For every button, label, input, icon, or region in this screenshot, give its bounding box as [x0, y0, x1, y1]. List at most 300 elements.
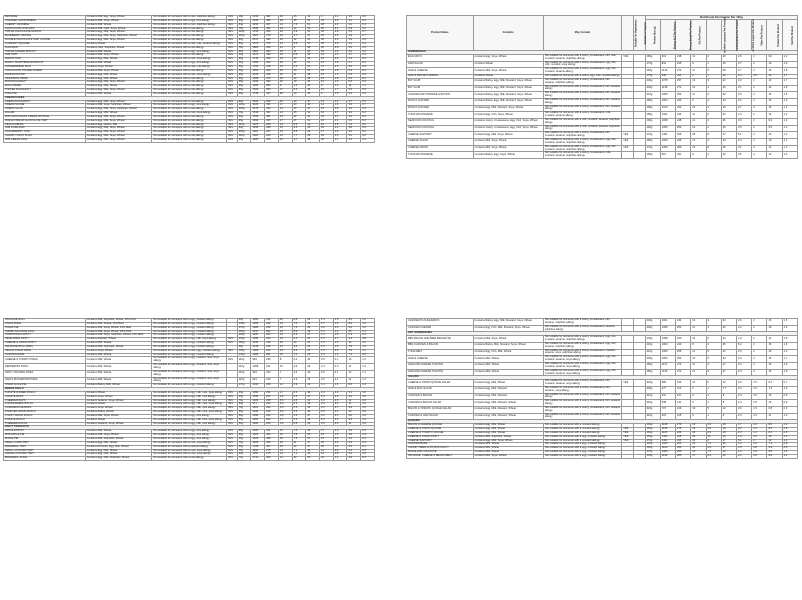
nutrient-value-cell: 249 [265, 384, 279, 388]
may-contain-cell: Not suitable for someone with a nuts allergy [152, 54, 226, 58]
nutrient-value-cell: 1.3 [320, 353, 334, 357]
nutrient-value-cell: 22 [721, 349, 736, 356]
nutrient-value-cell: 3.1 [347, 135, 361, 139]
nutrient-value-cell: 252 [265, 391, 279, 395]
vegan-cell [633, 54, 645, 61]
may-contain-cell: Not suitable for someone with a nuts allergy [152, 115, 226, 119]
nutrient-value-cell: 1.7 [320, 322, 334, 326]
nutrient-value-cell: 0.8 [361, 353, 375, 357]
nutrient-value-cell: 0.8 [782, 428, 797, 432]
nutrient-value-cell: 1.9 [736, 336, 751, 343]
nutrient-value-cell: 1.4 [333, 457, 347, 461]
nutrient-value-cell: 230g [645, 85, 660, 92]
nutrient-value-cell: 200g [645, 325, 660, 332]
table-row [407, 78, 798, 85]
nutrient-value-cell: 1.8 [333, 77, 347, 81]
vegan-cell [633, 78, 645, 85]
nutrient-value-cell: 24 [721, 98, 736, 105]
contains-cell: Contains Barley, Egg, Milk, Mustard, Soya, Wheat [473, 98, 543, 105]
nutrient-value-cell: 10 [292, 77, 306, 81]
nutrient-value-cell: 1021 [251, 407, 265, 411]
nutrient-value-cell: 1.0 [361, 384, 375, 388]
nutrient-value-cell: 14 [691, 447, 706, 451]
nutrient-value-cell: 971 [251, 403, 265, 407]
nutrient-value-cell: 16 [767, 349, 782, 356]
contains-cell: Contains Egg, Milk, Soya, Wheat [85, 81, 152, 85]
nutrient-value-cell: 6 [706, 362, 721, 369]
nutrient-value-cell: 2 [706, 152, 721, 159]
may-contain-cell: Not suitable for someone with a nuts, soya allergy [152, 73, 226, 77]
nutrient-value-cell: 1.0 [361, 414, 375, 418]
nutrient-value-cell: 0.3 [361, 449, 375, 453]
nutrient-value-cell: 1.3 [736, 443, 751, 447]
nutrient-value-cell: 9.3 [347, 407, 361, 411]
nutrition-table-sandwiches [406, 15, 798, 287]
nutrient-value-cell: 19 [691, 424, 706, 428]
vegetarian-cell: YES [226, 411, 237, 415]
nutrient-value-cell: 2.4 [320, 418, 334, 422]
nutrient-value-cell: 5.5 [347, 89, 361, 93]
nutrient-value-cell: 1 [706, 413, 721, 420]
nutrient-value-cell: 1.0 [361, 407, 375, 411]
nutrient-value-cell: 11 [691, 68, 706, 75]
nutrient-value-cell: 495 [265, 39, 279, 43]
nutrient-value-cell: 17 [320, 131, 334, 135]
nutrient-value-cell: 46 [306, 89, 320, 93]
nutrient-value-cell: 1118 [251, 131, 265, 135]
nutrient-value-cell: 2.5 [333, 65, 347, 69]
vegetarian-cell [226, 364, 237, 371]
nutrient-value-cell: 1573 [251, 42, 265, 46]
nutrient-value-cell: 11 [292, 50, 306, 54]
nutrient-value-cell: 2.1 [333, 414, 347, 418]
nutrient-value-cell: 244 [676, 319, 691, 326]
nutrient-value-cell: 0.4 [361, 127, 375, 131]
nutrient-value-cell: 0.8 [333, 123, 347, 127]
nutrient-value-cell: 140g [237, 349, 251, 353]
contains-cell: Contains Milk, Soya, Sulphites, Wheat [85, 104, 152, 108]
product-name-cell: SAUSAGE ROLL (MINI) [4, 345, 86, 349]
nutrient-value-cell: 0.3 [361, 430, 375, 434]
nutrient-value-cell: 28 [278, 92, 292, 96]
nutrient-value-cell: 6 [691, 386, 706, 393]
nutrient-value-cell: 933 [251, 370, 265, 377]
nutrient-value-cell: 16 [292, 19, 306, 23]
nutrient-value-cell: 20 [320, 441, 334, 445]
nutrient-value-cell: 180g [645, 54, 660, 61]
vegetarian-cell: YES [226, 108, 237, 112]
nutrient-value-cell: 160g [645, 424, 660, 428]
contains-cell: Contains Milk, Soya, Wheat [473, 454, 543, 458]
contains-cell: Contains Soya, Wheat [85, 349, 152, 353]
contains-cell: Contains Egg, Milk, Soya, Wheat [85, 115, 152, 119]
vegetarian-cell: YES [226, 135, 237, 139]
nutrient-value-cell: 20 [278, 342, 292, 346]
nutrient-value-cell: 24 [278, 58, 292, 62]
nutrient-value-cell: 5.1 [736, 132, 751, 139]
contains-cell: Contains Wheat [85, 42, 152, 46]
nutrient-value-cell: 9 [292, 46, 306, 50]
nutrient-value-cell: 1.2 [752, 443, 767, 447]
nutrient-value-cell: 22 [721, 92, 736, 99]
nutrient-value-cell: 30 [320, 115, 334, 119]
nutrient-value-cell: 10 [767, 393, 782, 400]
product-name-cell: CARAMEL SHORTBREAD [4, 19, 86, 23]
nutrient-value-cell: 6.6 [347, 77, 361, 81]
contains-cell: Contains Soya, Wheat [85, 395, 152, 399]
contains-cell: Contains Egg, Milk, Wheat [85, 73, 152, 77]
contains-cell: Contains Milk, Soya, Wheat [473, 68, 543, 75]
product-name-cell: STRAWBERRY TART [4, 131, 86, 135]
may-contain-cell: Not suitable for someone with a nuts, soya allergy [152, 453, 226, 457]
nutrient-value-cell: 1.1 [333, 16, 347, 20]
nutrient-value-cell: 1021 [660, 319, 675, 326]
contains-cell: Contains Egg, Milk, Mustard [473, 386, 543, 393]
nutrient-value-cell: 1519 [251, 112, 265, 116]
nutrient-value-cell: 1306 [251, 319, 265, 323]
nutrient-value-cell: 29 [278, 16, 292, 20]
nutrient-value-cell: 190g [645, 125, 660, 132]
nutrient-value-cell: 1.2 [361, 319, 375, 323]
vegetarian-cell: YES [622, 439, 634, 443]
vegetarian-cell: YES [226, 23, 237, 27]
nutrient-value-cell: 0.5 [361, 100, 375, 104]
nutrient-value-cell: 57 [306, 42, 320, 46]
vegetarian-cell [226, 377, 237, 384]
vegan-cell [633, 118, 645, 125]
nutrient-value-cell: 1109 [251, 399, 265, 403]
product-name-cell: CHEESE & ONION QUICHE SALAD [407, 380, 474, 387]
nutrient-value-cell: 363 [265, 112, 279, 116]
contains-cell: Contains Milk, Sulphites, Wheat, 18% Pork [85, 319, 152, 323]
nutrient-value-cell: 15 [292, 16, 306, 20]
may-contain-cell: Not suitable for someone with a nuts, soya allergy [152, 441, 226, 445]
category-label: BREAD ROLLS [4, 388, 375, 392]
nutrient-value-cell: 190g [645, 118, 660, 125]
nutrient-value-cell: 85g [237, 19, 251, 23]
nutrient-value-cell: 523 [660, 413, 675, 420]
may-contain-cell: Not suitable for someone with a nuts allergy [152, 108, 226, 112]
nutrient-value-cell: 220 [265, 377, 279, 384]
nutrient-value-cell: 85g [237, 89, 251, 93]
nutrient-value-cell: 1.3 [782, 349, 797, 356]
may-contain-cell: Not suitable for someone with a nuts allergy [152, 77, 226, 81]
nutrient-value-cell: 0.9 [361, 334, 375, 338]
vegetarian-cell [622, 349, 634, 356]
nutrient-value-cell: 11 [691, 325, 706, 332]
nutrient-value-cell: 1.5 [752, 386, 767, 393]
nutrient-value-cell: 0.2 [361, 27, 375, 31]
nutrient-value-cell: 32 [320, 46, 334, 50]
nutrient-value-cell: 10 [691, 319, 706, 326]
nutrient-value-cell: 6 [706, 139, 721, 146]
product-name-cell: SAUSAGE, CHEESE & BEANS MELT [407, 454, 474, 458]
nutrient-value-cell: 2.4 [736, 413, 751, 420]
may-contain-cell: Not suitable for someone with a mustard allergy [543, 424, 621, 428]
product-name-cell: CINNAMON SWIRL [4, 77, 86, 81]
product-name-cell: BUNNY SHORTBREAD BISCUIT [4, 62, 86, 66]
may-contain-cell: Not suitable for someone with a nuts allergy [152, 35, 226, 39]
contains-cell: Contains Milk, Wheat [85, 23, 152, 27]
nutrient-value-cell: 9.8 [767, 454, 782, 458]
vegan-cell [633, 92, 645, 99]
nutrient-value-cell: 2 [706, 54, 721, 61]
contains-cell: Contains Milk, Wheat [473, 443, 543, 447]
nutrient-value-cell: 21 [278, 108, 292, 112]
nutrient-value-cell: 1.9 [333, 50, 347, 54]
product-name-cell: CHEESE ONION [407, 145, 474, 152]
contains-cell: Contains Wheat [473, 74, 543, 78]
nutrient-value-cell: 155g [237, 338, 251, 342]
nutrient-value-cell: 8.8 [292, 319, 306, 323]
nutrient-value-cell: 2.3 [736, 369, 751, 376]
nutrient-value-cell: 1.5 [333, 434, 347, 438]
nutrient-value-cell: 53 [306, 19, 320, 23]
nutrient-value-cell: 2.6 [736, 98, 751, 105]
nutrient-value-cell: 14 [278, 23, 292, 27]
product-name-cell: SUPER SAUSAGE ROLL [4, 330, 86, 334]
nutrient-value-cell: 10 [706, 435, 721, 439]
nutrient-value-cell: 1930 [251, 27, 265, 31]
vegetarian-cell: YES [226, 100, 237, 104]
vegetarian-cell: YES [226, 81, 237, 85]
nutrient-value-cell: 22 [721, 325, 736, 332]
nutrient-value-cell: 427 [265, 445, 279, 449]
nutrient-value-cell: 1.2 [782, 454, 797, 458]
vegan-cell [633, 413, 645, 420]
nutrient-value-cell: 2.0 [333, 42, 347, 46]
product-name-cell: 4 SOFT WHITE ROLLS [4, 414, 86, 418]
may-contain-cell: Not suitable for someone with a mustard allergy [543, 439, 621, 443]
product-name-cell: CHUNKY FRUIT FLAN [4, 135, 86, 139]
nutrient-value-cell: 1021 [660, 112, 675, 119]
nutrient-value-cell: 155g [645, 435, 660, 439]
nutrient-value-cell: 1123 [251, 123, 265, 127]
nutrient-value-cell: 16 [767, 362, 782, 369]
nutrient-value-cell: 84g [237, 23, 251, 27]
nutrient-value-cell: 244 [265, 135, 279, 139]
nutrient-value-cell: 3.8 [333, 46, 347, 50]
nutrient-value-cell: 26 [721, 118, 736, 125]
nutrient-value-cell: 6.3 [292, 338, 306, 342]
nutrient-value-cell: 24 [278, 112, 292, 116]
nutrient-value-cell: 1.0 [361, 342, 375, 346]
nutrient-value-cell: 1478 [251, 108, 265, 112]
nutrient-value-cell: 12 [292, 115, 306, 119]
nutrient-value-cell: 5 [706, 380, 721, 387]
nutrient-value-cell: 0.7 [361, 31, 375, 35]
nutrient-value-cell: 7 [278, 370, 292, 377]
vegan-cell [633, 400, 645, 407]
vegetarian-cell [622, 413, 634, 420]
nutrient-value-cell: 34 [320, 457, 334, 461]
may-contain-cell: Not suitable for someone with a celery, crustaceans, egg, fish, mustard, sesame allergy [543, 68, 621, 75]
may-contain-cell: Not suitable for someone with a egg, nuts allergy [152, 50, 226, 54]
nutrient-value-cell: 1.3 [333, 115, 347, 119]
nutrient-value-cell: 1.4 [320, 319, 334, 323]
product-name-cell: 6 MALTED GRAIN ROLLS [4, 411, 86, 415]
may-contain-cell: Not suitable for someone with a egg, milk, nuts, soya allergy [152, 411, 226, 415]
nutrient-value-cell: 1.7 [333, 89, 347, 93]
nutrient-value-cell: 28 [320, 42, 334, 46]
nutrient-value-cell: 405 [265, 119, 279, 123]
nutrient-value-cell: 40g [237, 92, 251, 96]
nutrient-value-cell: 0.9 [782, 406, 797, 413]
nutrient-value-cell: 9.7 [292, 139, 306, 143]
nutrient-value-cell: 16 [767, 92, 782, 99]
nutrient-value-cell: 140g [645, 443, 660, 447]
nutrient-value-cell: 418 [265, 65, 279, 69]
nutrient-value-cell: 95g [237, 119, 251, 123]
nutrient-value-cell: 230 [265, 357, 279, 364]
nutrient-value-cell: 12 [292, 39, 306, 43]
nutrient-value-cell: 1.3 [333, 73, 347, 77]
nutrient-value-cell: 10 [292, 342, 306, 346]
nutrient-value-cell: 12 [691, 336, 706, 343]
contains-cell: Contains Egg, Milk, Wheat [85, 58, 152, 62]
nutrient-value-cell: 1.9 [320, 349, 334, 353]
nutrient-value-cell: 1.1 [752, 431, 767, 435]
nutrient-value-cell: 8 [721, 413, 736, 420]
nutrient-value-cell: 5.9 [347, 27, 361, 31]
nutrient-value-cell: 50g [237, 403, 251, 407]
nutrient-value-cell: 41 [306, 422, 320, 426]
nutrient-value-cell: 454 [265, 50, 279, 54]
nutrient-value-cell: 0.6 [361, 19, 375, 23]
product-name-cell: STEAK & ALE PIE [4, 384, 86, 388]
nutrient-value-cell: 7.1 [292, 453, 306, 457]
nutrient-value-cell: 28 [278, 19, 292, 23]
nutrient-value-cell: 14 [320, 449, 334, 453]
vegetarian-cell: YES [226, 16, 237, 20]
may-contain-cell: Not suitable for someone with a nuts allergy [152, 131, 226, 135]
nutrient-value-cell: 2 [752, 439, 767, 443]
product-name-cell: MINCE PIE [4, 438, 86, 442]
nutrient-value-cell: 40 [306, 85, 320, 89]
vegetarian-cell: YES [226, 349, 237, 353]
nutrient-value-cell: 14 [320, 453, 334, 457]
product-name-cell: FRESH CREAM CHOCOLATE TART [4, 119, 86, 123]
nutrient-value-cell: 5 [691, 74, 706, 78]
product-name-cell: CHICKEN & BACON SALAD [407, 400, 474, 407]
nutrient-value-cell: 30g [237, 345, 251, 349]
nutrient-value-cell: 61 [306, 39, 320, 43]
contains-cell: Contains Egg, Milk, Wheat [85, 85, 152, 89]
nutrient-value-cell: 7.9 [347, 345, 361, 349]
nutrient-value-cell: 5.0 [347, 104, 361, 108]
nutrient-value-cell: 11 [691, 112, 706, 119]
product-name-cell: CHICKEN BAKE [4, 353, 86, 357]
nutrient-value-cell: 1042 [251, 411, 265, 415]
nutrient-value-cell: 252 [676, 92, 691, 99]
nutrient-value-cell: 1.6 [292, 414, 306, 418]
may-contain-cell: Not suitable for someone with a celery, crustaceans, fish, mustard, sesame, soya allergy [543, 380, 621, 387]
contains-cell: Contains Egg, Milk, Wheat [473, 424, 543, 428]
nutrient-value-cell: 6.8 [767, 406, 782, 413]
nutrient-value-cell: 40g [237, 50, 251, 54]
nutrient-value-cell: 25 [320, 35, 334, 39]
contains-cell: Contains Milk, Soya, Wheat [473, 336, 543, 343]
contains-cell: Contains Egg, Milk, Soya, Wheat [85, 131, 152, 135]
contains-cell: Contains Egg, Milk, Soya, Wheat [85, 139, 152, 143]
nutrient-value-cell: 7.0 [292, 322, 306, 326]
nutrient-value-cell: 1055 [251, 322, 265, 326]
nutrient-value-cell: 1.5 [333, 92, 347, 96]
nutrient-value-cell: 1.9 [782, 369, 797, 376]
nutrient-value-cell: 318 [676, 435, 691, 439]
product-name-cell: CHICKEN MAYONNAISE & BACON [407, 92, 474, 99]
vegan-cell [633, 342, 645, 349]
nutrient-value-cell: 285 [676, 454, 691, 458]
nutrient-value-cell: 2.2 [333, 418, 347, 422]
nutrient-value-cell: 0.2 [361, 119, 375, 123]
nutrient-value-cell: 1.0 [361, 391, 375, 395]
nutrient-value-cell: 3.9 [278, 414, 292, 418]
nutrient-value-cell: 32 [306, 449, 320, 453]
nutrient-value-cell: 469 [265, 69, 279, 73]
nutrient-value-cell: 13 [767, 152, 782, 159]
nutrient-value-cell: 263 [676, 447, 691, 451]
nutrient-value-cell: 180g [645, 152, 660, 159]
contains-cell: Contains Egg, Milk, Mustard, Wheat [473, 406, 543, 413]
nutrient-value-cell: 1013 [660, 105, 675, 112]
nutrient-value-cell: 2.6 [333, 349, 347, 353]
product-name-cell: CHICKEN CAESAR [407, 325, 474, 332]
nutrient-value-cell: 2 [706, 98, 721, 105]
nutrient-value-cell: 1 [706, 61, 721, 68]
product-name-cell: CHEESE SALAD [407, 139, 474, 146]
nutrient-value-cell: 32 [306, 123, 320, 127]
nutrient-value-cell: 23 [721, 356, 736, 363]
contains-cell: Contains Egg, Milk, Soya, Sulphites, Wheat [85, 108, 152, 112]
contains-cell: Contains Egg, Milk, Mustard [473, 393, 543, 400]
contains-cell: Contains Milk, Sulphites, Wheat [85, 438, 152, 442]
nutrient-value-cell: 2 [752, 356, 767, 363]
nutrient-value-cell: 49 [306, 391, 320, 395]
nutrient-value-cell: 2.3 [736, 386, 751, 393]
nutrient-value-cell: 16 [278, 127, 292, 131]
nutrient-value-cell: 14 [278, 42, 292, 46]
nutrient-value-cell: 381 [265, 115, 279, 119]
nutrient-value-cell: 8 [706, 439, 721, 443]
product-name-cell: HAM & CHEESE [407, 356, 474, 363]
product-name-cell: VEGAN STEAK BAKE [4, 349, 86, 353]
nutrient-value-cell: 195 [676, 61, 691, 68]
may-contain-cell: Not suitable for someone with a milk, egg, mustard allergy [152, 349, 226, 353]
nutrient-value-cell: 1.5 [782, 325, 797, 332]
nutrient-value-cell: 6.6 [333, 403, 347, 407]
may-contain-cell: Not suitable for someone with a celery, crustaceans, milk, mustard, sesame, sulphites allergy [543, 152, 621, 159]
nutrient-value-cell: 3.5 [347, 16, 361, 20]
nutrient-value-cell: 14 [278, 334, 292, 338]
nutrient-value-cell: 318 [265, 342, 279, 346]
nutrient-value-cell: 21 [278, 457, 292, 461]
product-name-cell: CHUNKY BEEF & POTATO PASTY [407, 447, 474, 451]
may-contain-cell: Not suitable for someone with a nuts allergy [152, 85, 226, 89]
nutrient-value-cell: 2 [752, 369, 767, 376]
nutrient-value-cell: 25 [721, 342, 736, 349]
nutrient-value-cell: 170g [645, 132, 660, 139]
nutrient-value-cell: 409 [265, 58, 279, 62]
nutrient-value-cell: 1155 [660, 428, 675, 432]
nutrient-value-cell: 0.8 [361, 338, 375, 342]
nutrient-value-cell: 10 [691, 356, 706, 363]
nutrient-value-cell: 10 [292, 104, 306, 108]
vegetarian-cell [622, 152, 634, 159]
contains-cell: Contains Milk, Soya, Wheat, 35% Pork [85, 330, 152, 334]
vegetarian-cell: YES [622, 428, 634, 432]
nutrition-table [406, 15, 798, 159]
